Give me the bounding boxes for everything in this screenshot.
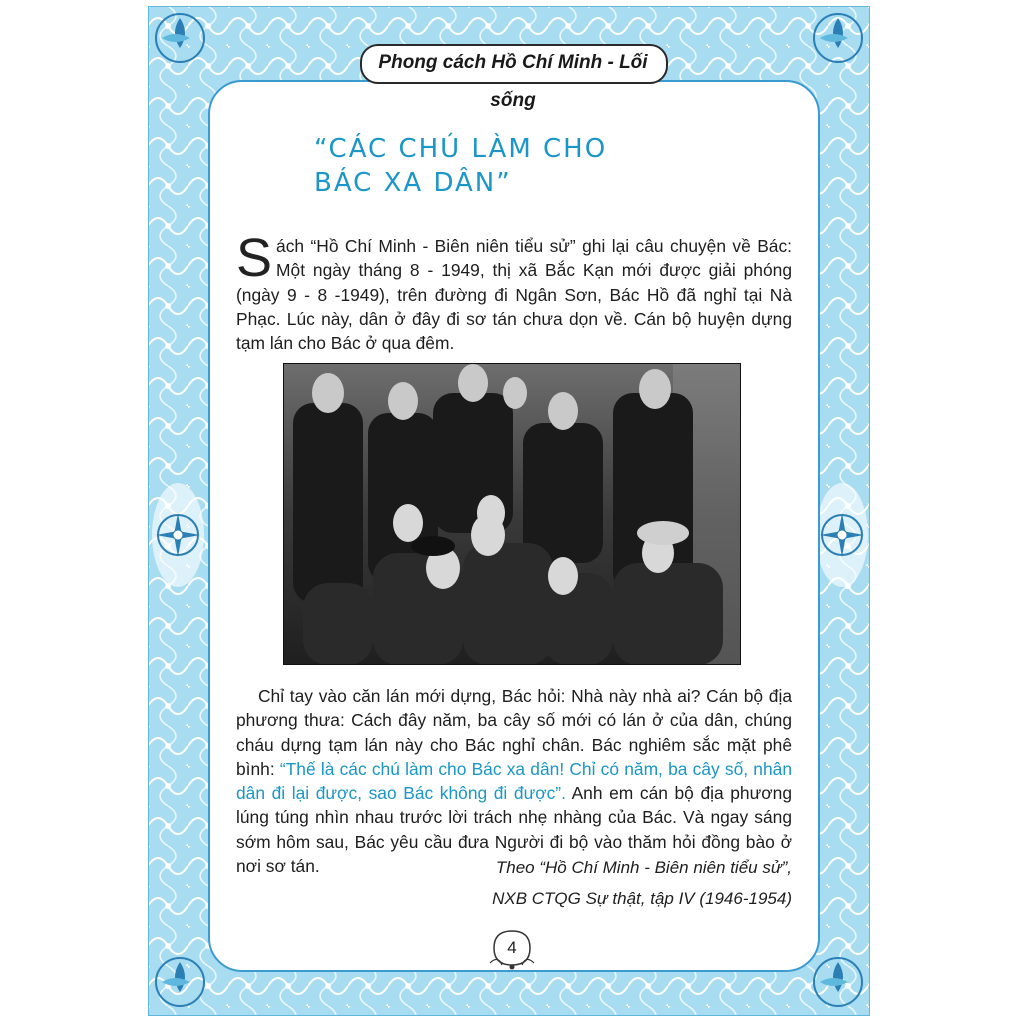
paragraph-story-text-b: Anh em cán bộ địa phương lúng túng nhìn nhau trước lời trách nhẹ nhàng của Bác. Và ngay sáng sớm hôm sau, Bác yêu cầu đưa Người đi bộ vào thăm hỏi đồng bào ở nơi sơ tán. [236,783,792,877]
paragraph-intro [236,228,792,355]
title-line-2: BÁC XA DÂN” [314,168,512,198]
page-number: 4 [507,938,517,957]
running-header: Phong cách Hồ Chí Minh - Lối sống [378,52,648,111]
title-line-1: “CÁC CHÚ LÀM CHO [314,134,608,164]
lotus-ornament-icon [150,952,210,1012]
paragraph-intro-text: ách “Hồ Chí Minh - Biên niên tiểu sử” ghi lại câu chuyện về Bác: Một ngày tháng 8 - 1949, thị xã Bắc Kạn mới được giải phóng (ngày 9 - 8 -1949), trên đường đi Ngân Sơn, Bác Hồ đã nghỉ tại Nà Phạc. Lúc này, dân ở đây đi sơ tán chưa dọn về. Cán bộ huyện dựng tạm lán cho Bác ở qua đêm. [236,236,792,354]
lotus-ornament-icon [150,8,210,68]
lotus-ornament-icon [808,952,868,1012]
paragraph-story-text-a: Chỉ tay vào căn lán mới dựng, Bác hỏi: Nhà này nhà ai? Cán bộ địa phương thưa: Cách đây năm, ba cây số mới có lán ở của dân, chúng cháu dựng tạm lán này cho Bác nghỉ chân. Bác nghiêm sắc mặt phê bình: [236,686,792,779]
source-line-1: Theo “Hồ Chí Minh - Biên niên tiểu sử”, [495,858,792,877]
drop-cap: S [236,228,273,288]
source-line-2: NXB CTQG Sự thật, tập IV (1946-1954) [492,889,792,908]
lotus-ornament-icon [808,8,868,68]
compass-rose-icon [814,480,870,590]
article-title [314,132,607,200]
historical-photo [283,363,741,665]
highlighted-quote: “Thế là các chú làm cho Bác xa dân! Chỉ có năm, ba cây số, nhân dân đi lại được, sao Bác không đi được”. [236,758,792,804]
compass-rose-icon [150,480,206,590]
paragraph-story [236,684,792,878]
